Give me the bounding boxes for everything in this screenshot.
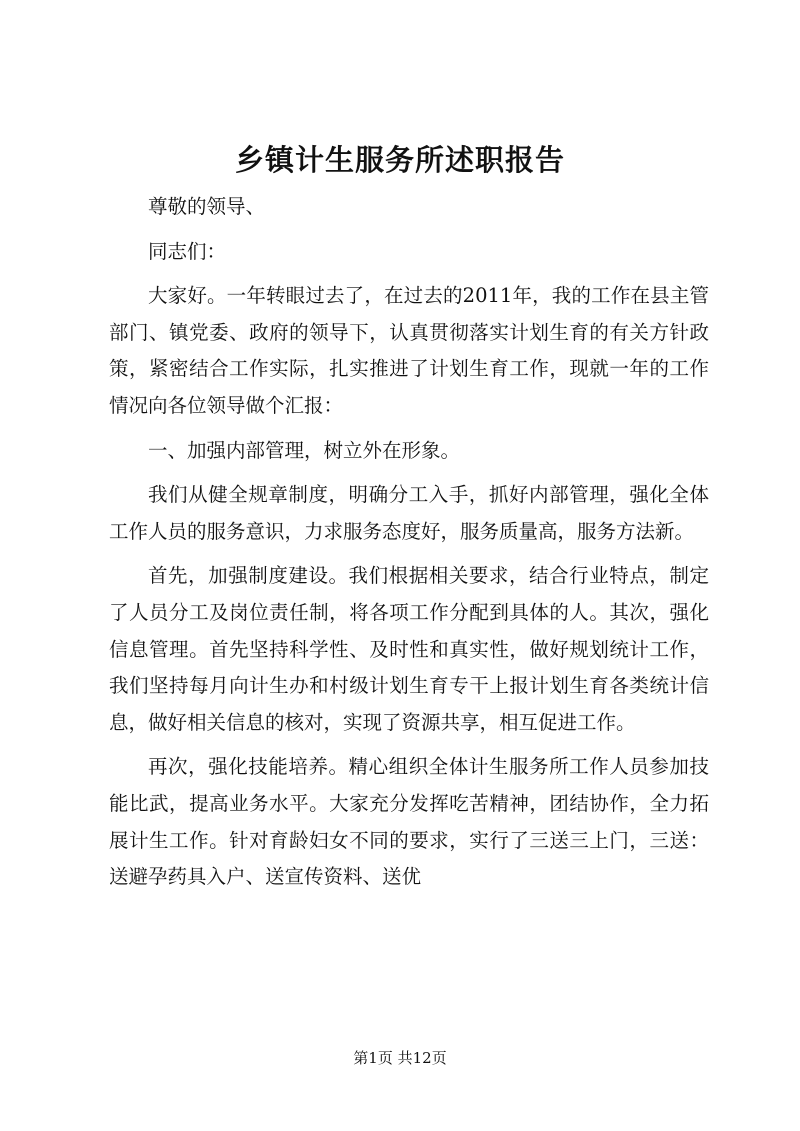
page-number-footer: 第1页 共12页 [353, 1049, 447, 1067]
paragraph-skills: 再次，强化技能培养。精心组织全体计生服务所工作人员参加技能比武，提高业务水平。大家充分发挥吃苦精神，团结协作，全力拓展计生工作。针对育龄妇女不同的要求，实行了三送三上门，三送：送避孕药具入户、送宣传资料、送优 [109, 755, 709, 889]
paragraph-intro: 大家好。一年转眼过去了，在过去的2011年，我的工作在县主管部门、镇党委、政府的领导下，认真贯彻落实计划生育的有关方针政策，紧密结合工作实际，扎实推进了计划生育工作，现就一年的工作情况向各位领导做个汇报： [109, 284, 709, 417]
document-title: 乡镇计生服务所述职报告 [234, 143, 565, 177]
salutation-line-2: 同志们： [148, 239, 227, 263]
section-heading-1: 一、加强内部管理，树立外在形象。 [148, 438, 461, 462]
paragraph-institution: 首先，加强制度建设。我们根据相关要求，结合行业特点，制定了人员分工及岗位责任制，将各项工作分配到具体的人。其次，强化信息管理。首先坚持科学性、及时性和真实性，做好规划统计工作，我们坚持每月向计生办和村级计划生育专干上报计划生育各类统计信息，做好相关信息的核对，实现了资源共享，相互促进工作。 [109, 564, 709, 734]
paragraph-management: 我们从健全规章制度，明确分工入手，抓好内部管理，强化全体工作人员的服务意识，力求服务态度好，服务质量高，服务方法新。 [109, 483, 709, 543]
salutation-line-1: 尊敬的领导、 [148, 195, 266, 218]
document-body [109, 189, 709, 896]
